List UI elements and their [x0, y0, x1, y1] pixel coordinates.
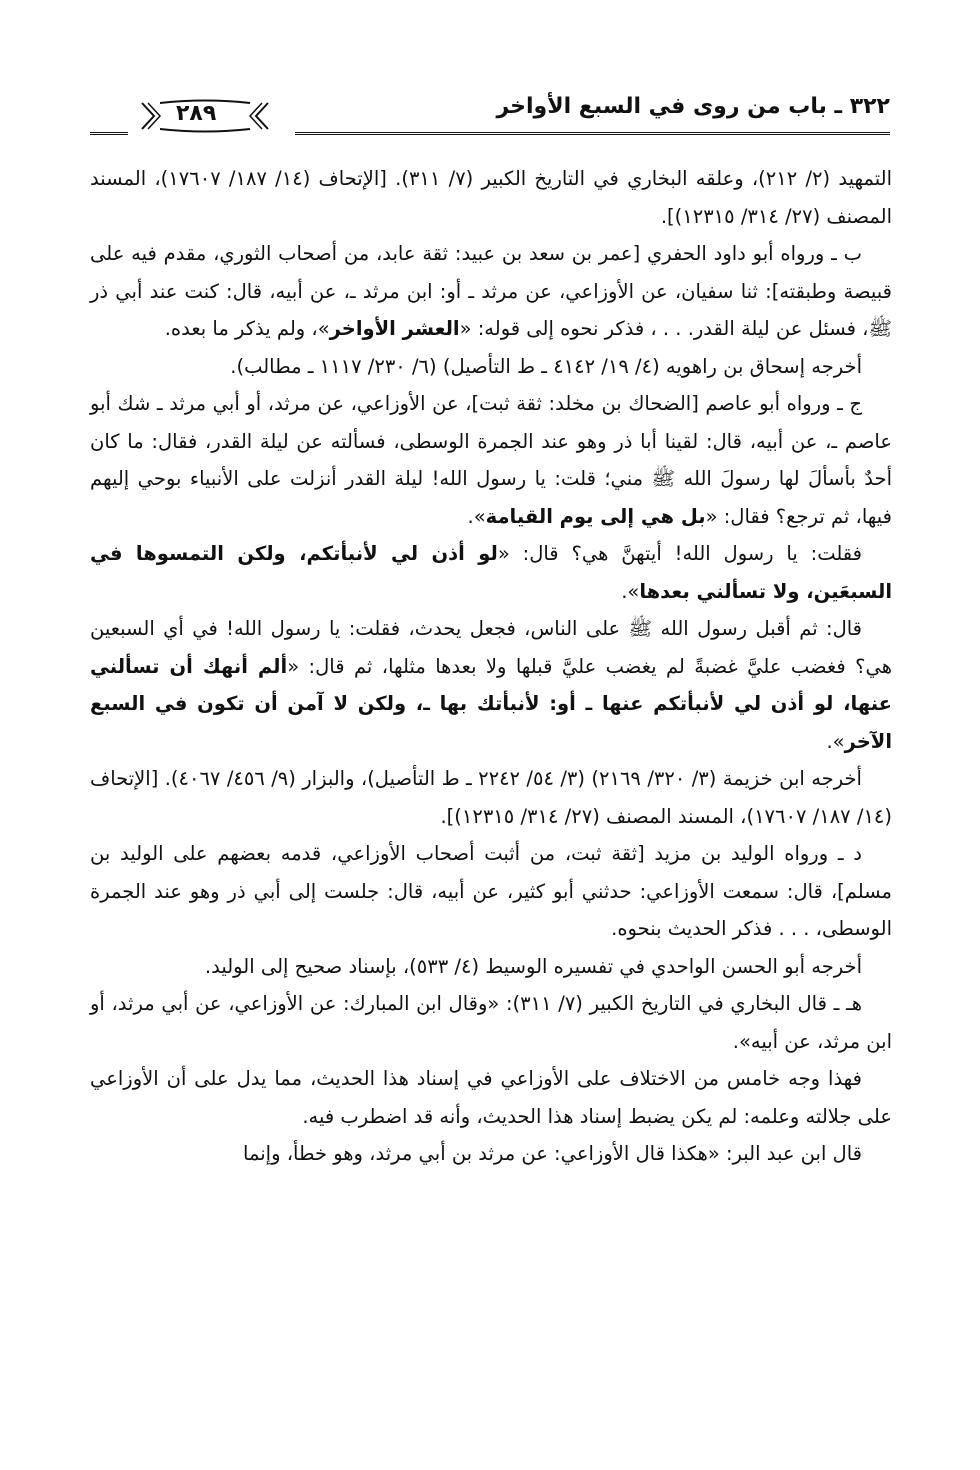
text-run: ج ـ ورواه أبو عاصم [الضحاك بن مخلد: ثقة ثبت]، عن الأوزاعي، عن مرثد، أو أبي مرثد ـ شك أبو عاصم ـ، عن أبيه، قال: لقينا أبا ذر وهو عند الجمرة الوسطى، فسألته عن ليلة القدر، فقال: ما كان أحدٌ بأسألَ لها رسولَ الله ﷺ مني؛ قلت: يا رسول الله! ليلة القدر أنزلت على الأنبياء بوحي إليهم فيها، ثم ترجع؟ فقال: « — [90, 392, 892, 528]
paragraph — [90, 835, 892, 948]
page-header — [90, 92, 890, 142]
paragraph — [90, 535, 892, 610]
text-run: أخرجه أبو الحسن الواحدي في تفسيره الوسيط (٤/ ٥٣٣)، بإسناد صحيح إلى الوليد. — [204, 954, 862, 978]
paragraph — [90, 235, 892, 348]
body-text — [90, 160, 892, 1173]
text-run: ». — [826, 729, 845, 753]
paragraph — [90, 610, 892, 760]
text-run: »، ولم يذكر ما بعده. — [164, 317, 330, 340]
paragraph — [90, 1135, 892, 1173]
text-run: فهذا وجه خامس من الاختلاف على الأوزاعي في إسناد هذا الحديث، مما يدل على أن الأوزاعي على جلالته وعلمه: لم يكن يضبط إسناد هذا الحديث، وأنه قد اضطرب فيه. — [90, 1067, 892, 1128]
header-rule-left — [90, 132, 128, 135]
paragraph — [90, 985, 892, 1060]
paragraph — [90, 948, 892, 986]
bold-text-run: لو أذن لي لأنبأتكم، ولكن التمسوها في السبعَين، ولا تسألني بعدها — [90, 542, 892, 603]
text-run: قال: ثم أقبل رسول الله ﷺ على الناس، فجعل يحدث، فقلت: يا رسول الله! في أي السبعين هي؟ فغضب عليَّ غضبةً لم يغضب عليَّ قبلها ولا بعدها مثلها، ثم قال: « — [90, 617, 892, 678]
paragraph — [90, 1060, 892, 1135]
bold-text-run: العشر الأواخر — [329, 317, 460, 340]
running-title: ٣٢٢ ـ باب من روى في السبع الأواخر — [496, 94, 890, 119]
paragraph — [90, 160, 892, 235]
paragraph — [90, 760, 892, 835]
text-run: هـ ـ قال البخاري في التاريخ الكبير (٧/ ٣١١): «وقال ابن المبارك: عن الأوزاعي، عن أبي مرثد، أو ابن مرثد، عن أبيه». — [90, 992, 892, 1053]
bold-text-run: بل هي إلى يوم القيامة — [485, 504, 706, 528]
text-run: ». — [621, 579, 640, 603]
text-run: ب ـ ورواه أبو داود الحفري [عمر بن سعد بن عبيد: ثقة عابد، من أصحاب الثوري، مقدم فيه على قبيصة وطبقته]: ثنا سفيان، عن الأوزاعي، عن مرثد ـ أو: ابن مرثد ـ، عن أبيه، قال: كنت عند أبي ذر ﷺ، فسئل عن ليلة القدر. . . ، فذكر نحوه إلى قوله: « — [90, 242, 892, 340]
paragraph — [90, 385, 892, 535]
page-number-ornament — [130, 98, 280, 134]
text-run: أخرجه ابن خزيمة (٣/ ٣٢٠/ ٢١٦٩) (٣/ ٥٤/ ٢٢٤٢ ـ ط التأصيل)، والبزار (٩/ ٤٥٦/ ٤٠٦٧). [الإتحاف (١٤/ ١٨٧/ ١٧٦٠٧)، المسند المصنف (٢٧/ ٣١٤/ ١٢٣١٥)]. — [90, 767, 892, 828]
text-run: ». — [467, 504, 486, 528]
text-run: أخرجه إسحاق بن راهويه (٤/ ١٩/ ٤١٤٢ ـ ط التأصيل) (٦/ ٢٣٠/ ١١١٧ ـ مطالب). — [230, 354, 862, 378]
bold-text-run: ألم أنهك أن تسألني عنها، لو أذن لي لأنبأتكم عنها ـ أو: لأنبأتك بها ـ، ولكن لا آمن أن تكون في السبع الآخر — [90, 654, 892, 753]
page-number: ٢٨٩ — [176, 101, 217, 126]
text-run: التمهيد (٢/ ٢١٢)، وعلقه البخاري في التاريخ الكبير (٧/ ٣١١). [الإتحاف (١٤/ ١٨٧/ ١٧٦٠٧)، المسند المصنف (٢٧/ ٣١٤/ ١٢٣١٥)]. — [90, 167, 892, 228]
header-rule — [295, 132, 890, 135]
paragraph — [90, 348, 892, 386]
text-run: د ـ ورواه الوليد بن مزيد [ثقة ثبت، من أثبت أصحاب الأوزاعي، قدمه بعضهم على الوليد بن مسلم]، قال: سمعت الأوزاعي: حدثني أبو كثير، عن أبيه، قال: جلست إلى أبي ذر وهو عند الجمرة الوسطى، . . . فذكر الحديث بنحوه. — [90, 842, 892, 940]
text-run: قال ابن عبد البر: «هكذا قال الأوزاعي: عن مرثد بن أبي مرثد، وهو خطأ، وإنما — [243, 1142, 862, 1165]
text-run: فقلت: يا رسول الله! أيتهنَّ هي؟ قال: « — [497, 542, 862, 565]
